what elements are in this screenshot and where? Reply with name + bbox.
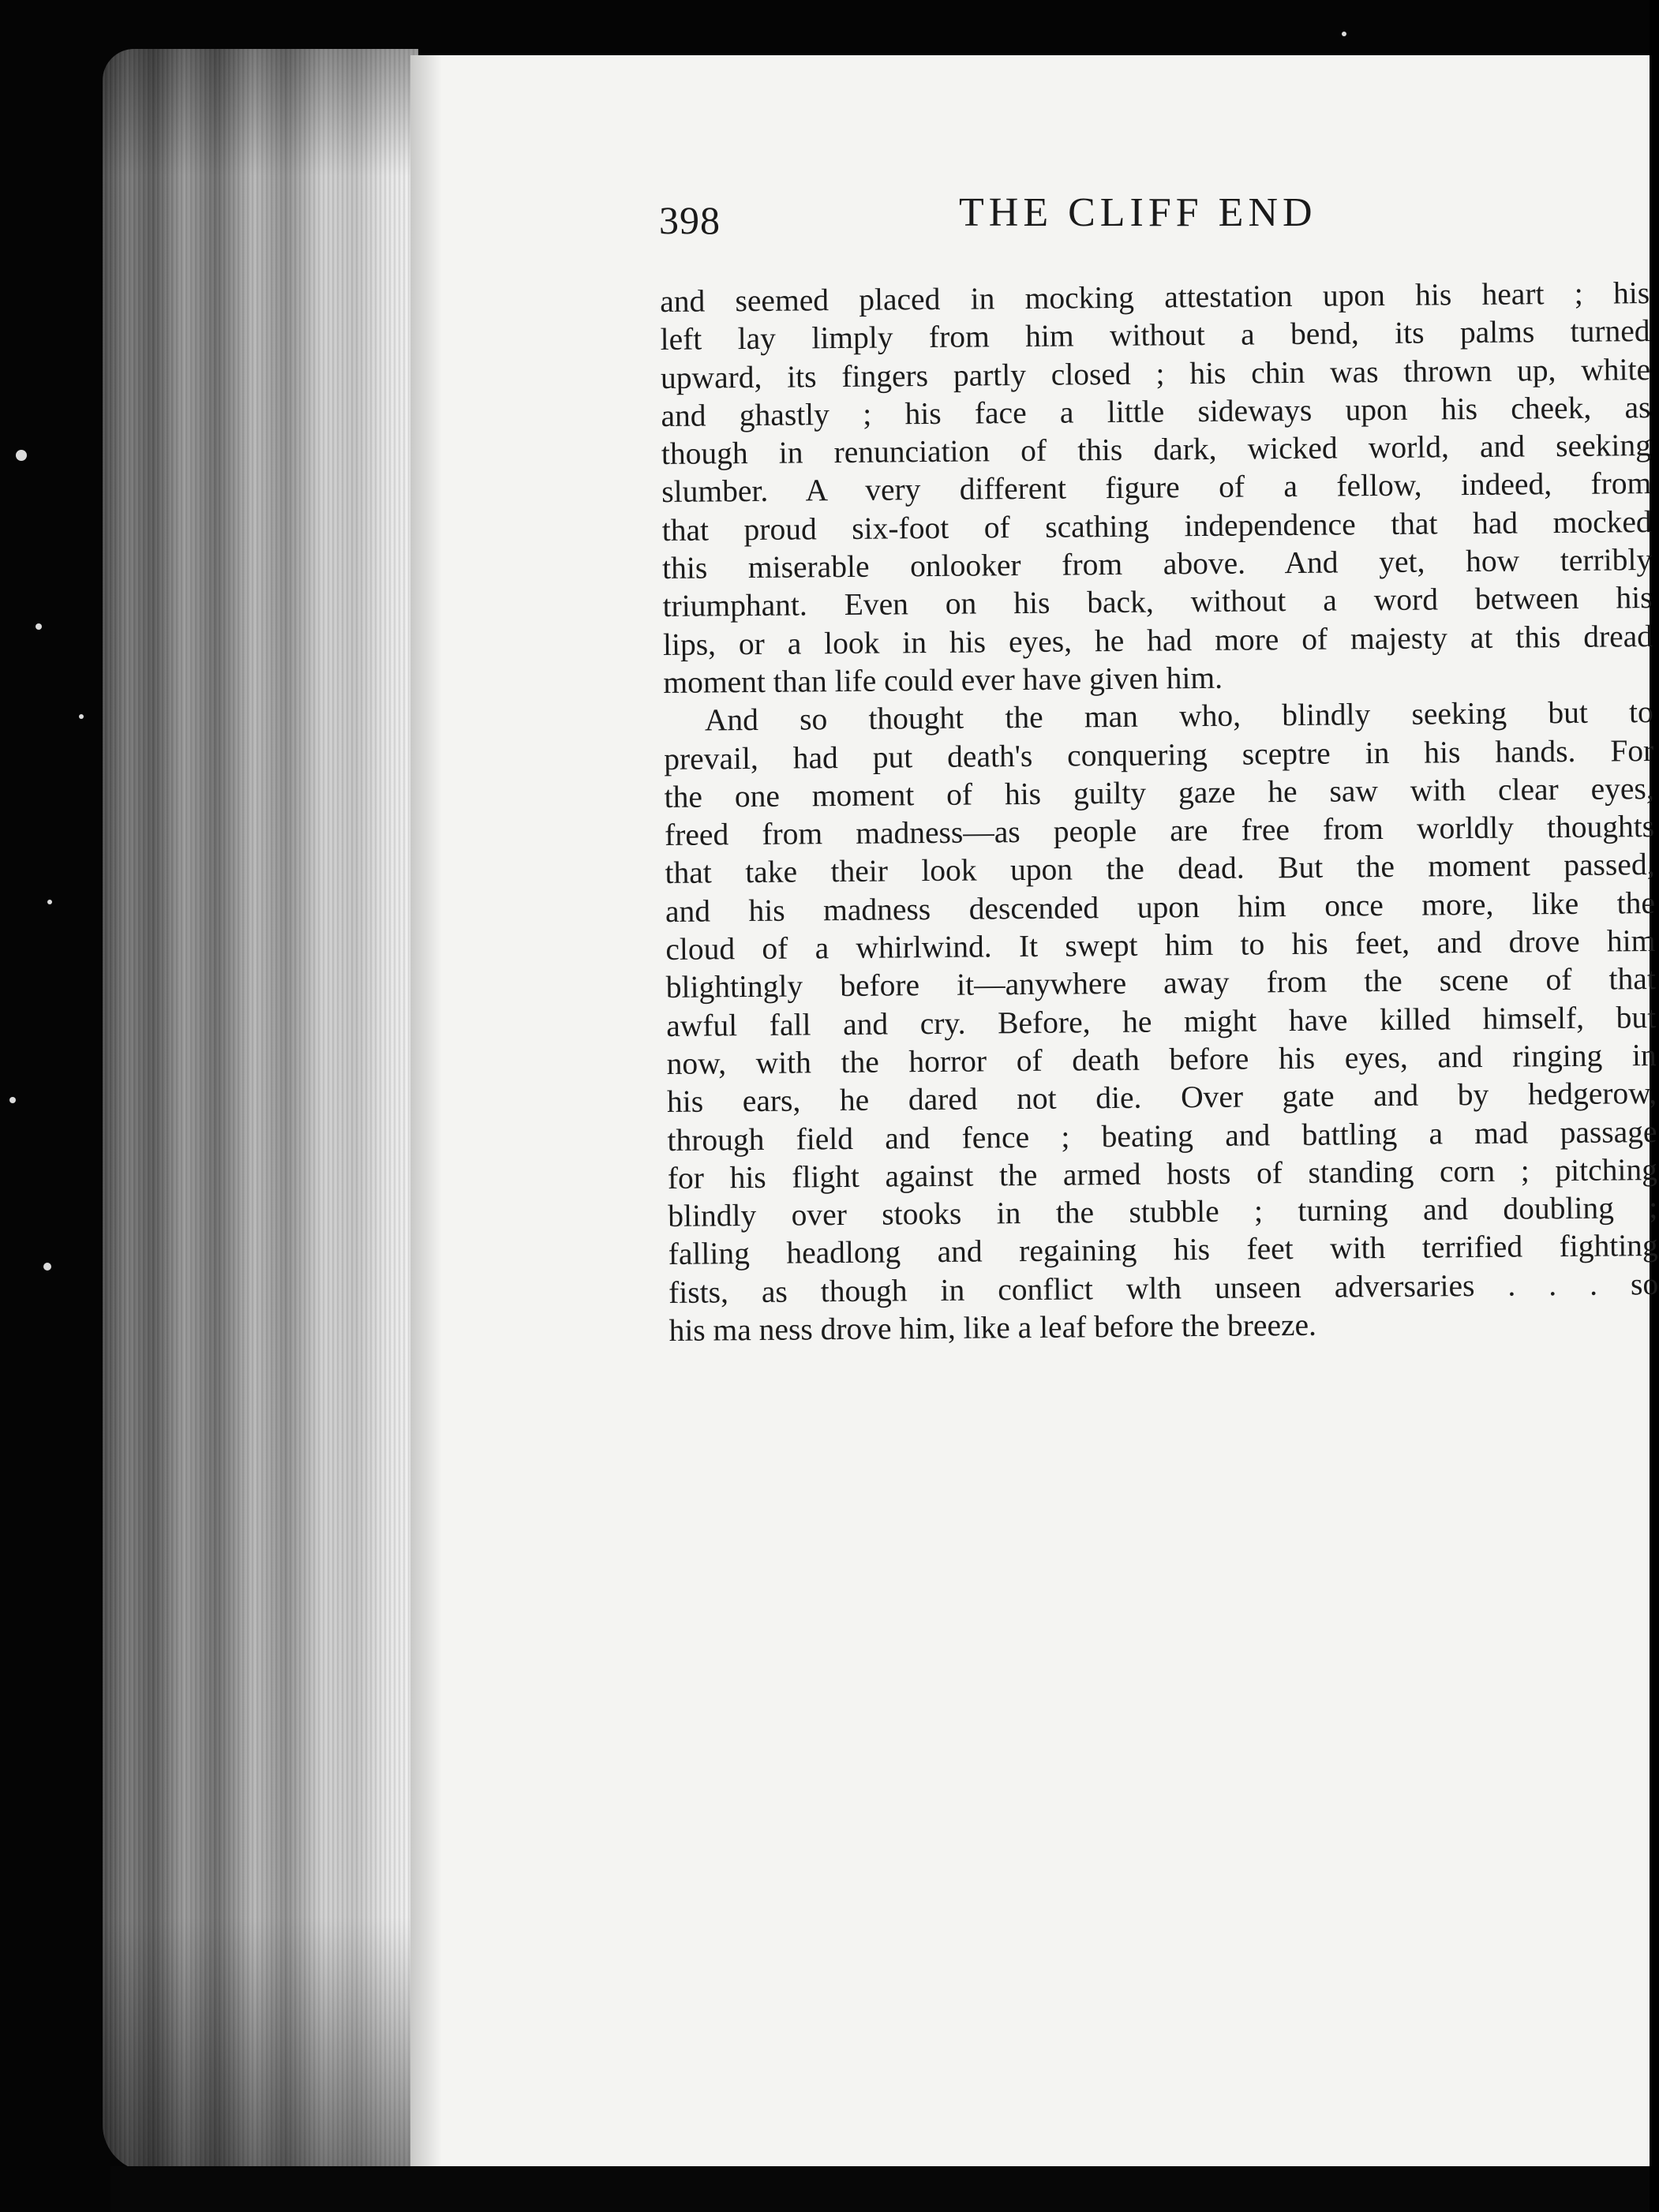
text-line: prevail, had put death's conquering sceptre in his hands. For [664,732,1654,777]
text-line: fists, as though in conflict wlth unseen adversaries . . . so [668,1266,1659,1310]
text-line: though in renunciation of this dark, wicked world, and seeking [661,428,1652,472]
text-line: and seemed placed in mocking attestation upon his heart ; his [660,275,1650,319]
text-line: his ma ness drove him, like a leaf before the breeze. [668,1307,1317,1348]
text-line: through field and fence ; beating and battling a mad passage [667,1113,1657,1158]
text-line: blightingly before it—anywhere away from the scene of that [665,961,1656,1005]
text-line: falling headlong and regaining his feet with terrified fighting [668,1228,1658,1272]
scan-bottom-edge [110,2166,1650,2212]
text-line: blindly over stooks in the stubble ; turning and doubling ; [668,1190,1658,1234]
text-line: and ghastly ; his face a little sideways upon his cheek, as [661,389,1651,433]
page-number: 398 [659,198,721,242]
text-line: that proud six-foot of scathing independence that had mocked [661,503,1652,548]
text-line: lips, or a look in his eyes, he had more of majesty at this dread [662,618,1653,662]
text-line: slumber. A very different figure of a fellow, indeed, from [661,466,1652,510]
text-line: for his flight against the armed hosts of standing corn ; pitching [667,1151,1658,1196]
text-line: the one moment of his guilty gaze he saw with clear eyes, [664,770,1654,814]
running-head [659,189,1650,253]
text-line: this miserable onlooker from above. And yet, how terribly [661,542,1653,586]
text-line: and his madness descended upon him once more, like the [665,885,1656,929]
book-page-edges [103,49,418,2172]
text-line: left lay limply from him without a bend, its palms turned [660,313,1650,357]
text-line: freed from madness—as people are free from worldly thoughts [664,809,1655,853]
text-line: his ears, he dared not die. Over gate and by hedgerow, [666,1076,1657,1120]
text-line: that take their look upon the dead. But the moment passed, [665,847,1655,891]
text-line: now, with the horror of death before his eyes, and ringing in [666,1037,1657,1081]
text-line: And so thought the man who, blindly seeking but to [704,694,1653,738]
text-line: cloud of a whirlwind. It swept him to his feet, and drove him [665,923,1656,968]
text-line: triumphant. Even on his back, without a word between his [662,580,1653,624]
running-title: THE CLIFF END [959,190,1317,235]
text-line: moment than life could ever have given him. [663,660,1223,700]
body-text [660,274,1659,1348]
text-line: awful fall and cry. Before, he might have killed himself, but [666,999,1657,1043]
text-line: upward, its fingers partly closed ; his chin was thrown up, white [660,351,1651,395]
